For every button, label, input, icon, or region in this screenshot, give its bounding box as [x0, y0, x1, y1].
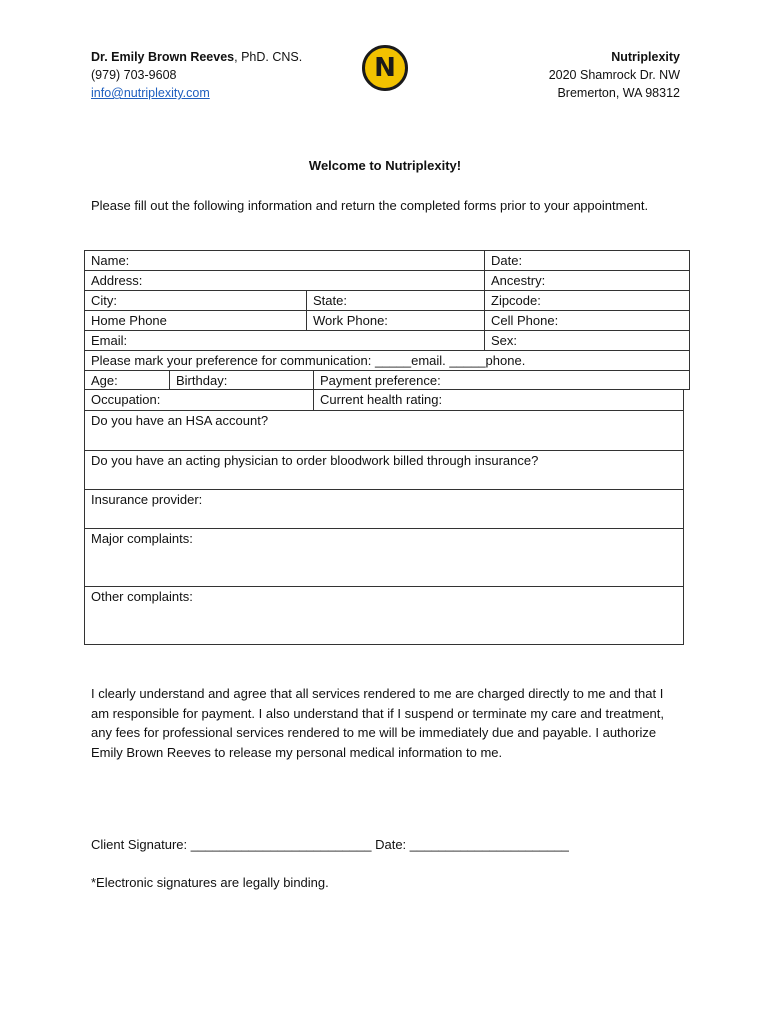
zipcode-field[interactable]: Zipcode:	[484, 291, 690, 310]
provider-credentials: , PhD. CNS.	[234, 50, 303, 64]
form-row-occupation	[84, 390, 684, 410]
name-field[interactable]: Name:	[91, 253, 130, 268]
page-title: Welcome to Nutriplexity!	[308, 158, 462, 173]
company-street: 2020 Shamrock Dr. NW	[548, 68, 680, 82]
major-complaints-field[interactable]: Major complaints:	[91, 531, 193, 546]
other-complaints-field[interactable]: Other complaints:	[91, 589, 193, 604]
insurance-provider-field[interactable]: Insurance provider:	[91, 492, 203, 507]
intro-text: Please fill out the following information and return the completed forms prior to your appointment.	[91, 198, 649, 213]
consent-text: I clearly understand and agree that all services rendered to me are charged directly to me and that I am responsible for payment. I also understand that if I suspend or terminate my care and treatment, any fees for professional services rendered to me will be immediately due and payable. I authorize Emily Brown Reeves to release my personal medical information to me.	[91, 686, 665, 760]
company-city: Bremerton, WA 98312	[557, 86, 680, 100]
address-field[interactable]: Address:	[91, 273, 143, 288]
form-row-other	[84, 586, 684, 645]
physician-field[interactable]: Do you have an acting physician to order bloodwork billed through insurance?	[91, 453, 539, 468]
email-field[interactable]: Email:	[91, 333, 128, 348]
legal-note: *Electronic signatures are legally binding.	[91, 875, 329, 890]
company-name: Nutriplexity	[611, 50, 680, 64]
home-phone-field[interactable]: Home Phone	[91, 313, 167, 328]
payment-preference-field[interactable]: Payment preference:	[313, 371, 690, 389]
occupation-field[interactable]: Occupation:	[91, 392, 161, 407]
form-row-major	[84, 528, 684, 586]
ancestry-field[interactable]: Ancestry:	[484, 271, 690, 290]
hsa-account-field[interactable]: Do you have an HSA account?	[91, 413, 269, 428]
provider-name: Dr. Emily Brown Reeves	[91, 50, 235, 64]
provider-info	[91, 48, 302, 102]
state-field[interactable]: State:	[306, 291, 485, 310]
logo-letter: N	[374, 53, 396, 83]
cell-phone-field[interactable]: Cell Phone:	[484, 311, 690, 330]
work-phone-field[interactable]: Work Phone:	[306, 311, 485, 330]
client-signature-line[interactable]: Client Signature: _________________________ Date: ______________________	[91, 837, 569, 852]
sex-field[interactable]: Sex:	[484, 331, 690, 350]
form-row-address	[84, 270, 690, 290]
form-row-age	[84, 370, 690, 390]
form-row-communication	[84, 350, 690, 370]
date-field[interactable]: Date:	[484, 251, 690, 270]
form-row-phones	[84, 310, 690, 330]
form-row-insurance	[84, 489, 684, 528]
form-row-city	[84, 290, 690, 310]
provider-email-link[interactable]: info@nutriplexity.com	[91, 86, 210, 100]
provider-phone: (979) 703-9608	[91, 68, 177, 82]
age-field[interactable]: Age:	[91, 373, 118, 388]
intake-form-table	[84, 250, 690, 645]
form-row-physician	[84, 450, 684, 489]
health-rating-field[interactable]: Current health rating:	[313, 390, 684, 410]
form-row-hsa	[84, 410, 684, 450]
birthday-field[interactable]: Birthday:	[169, 371, 314, 389]
nutriplexity-logo-icon	[362, 45, 408, 91]
form-row-email	[84, 330, 690, 350]
communication-preference[interactable]: Please mark your preference for communication: _____email. _____phone.	[91, 353, 526, 368]
form-row-name	[84, 250, 690, 270]
city-field[interactable]: City:	[91, 293, 117, 308]
company-info	[549, 48, 680, 102]
